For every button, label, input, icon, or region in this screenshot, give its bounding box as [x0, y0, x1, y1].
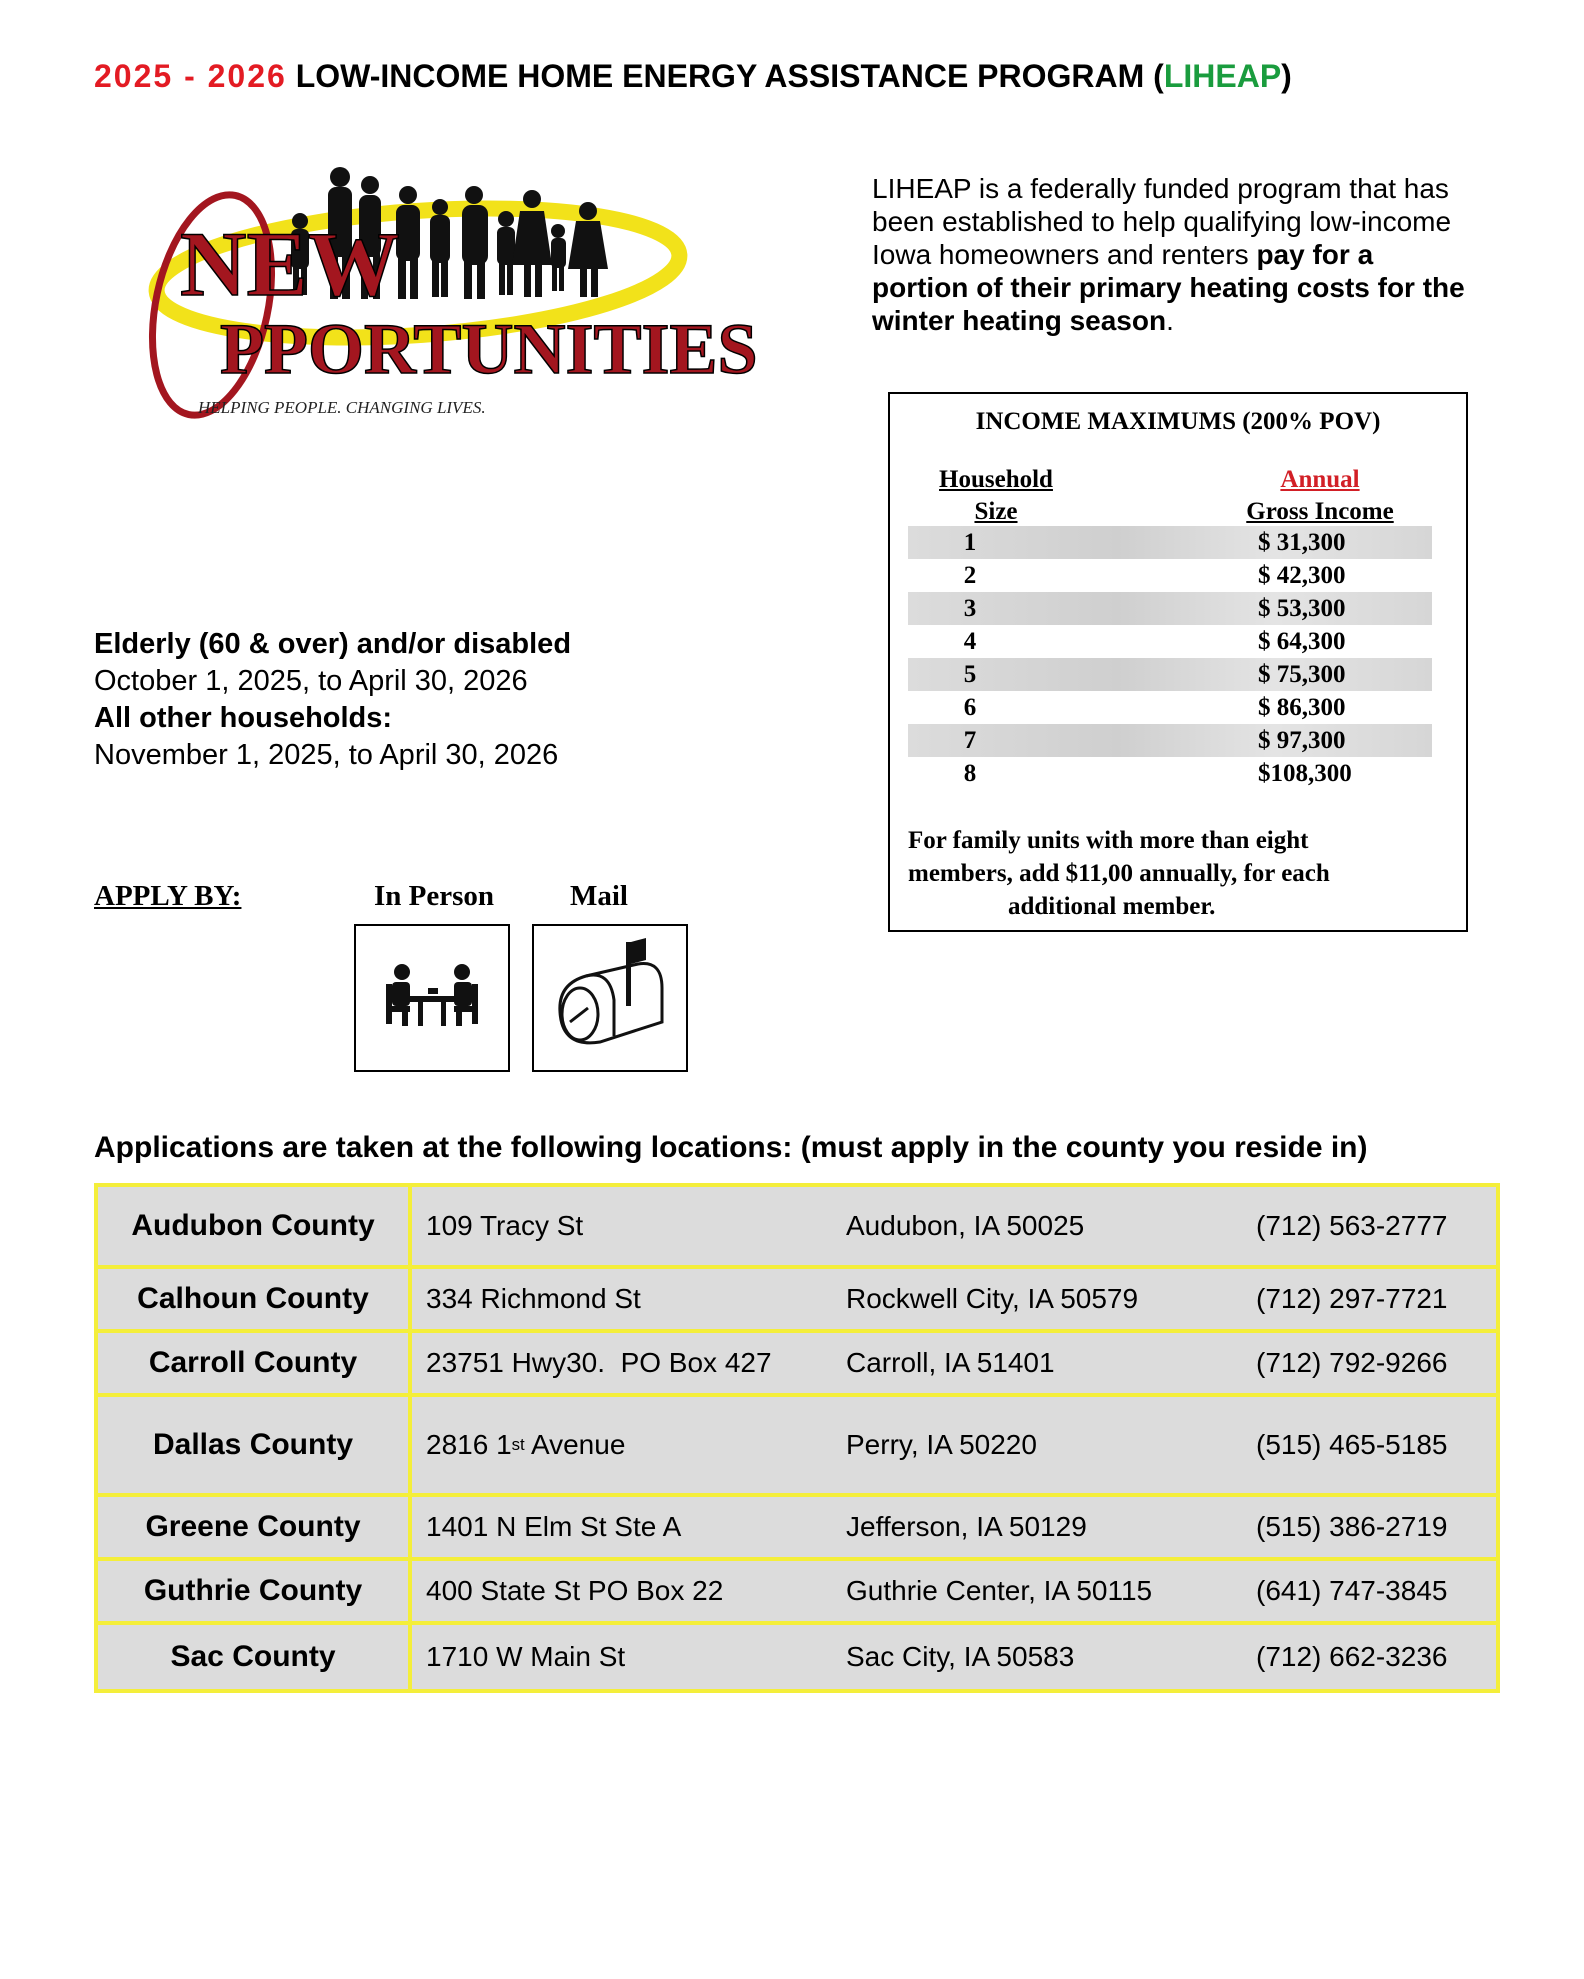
household-size-header-line2: Size [974, 498, 1018, 525]
city-state-zip: Audubon, IA 50025 [846, 1210, 1085, 1241]
table-row [98, 1625, 1496, 1689]
in-person-label: In Person [374, 880, 495, 912]
gross-income-header-line2: Gross Income [1246, 498, 1394, 525]
other-households-label: All other households: [94, 702, 393, 734]
income-amount: $ 75,300 [1258, 661, 1346, 688]
logo-text-new: NEW [180, 213, 400, 315]
household-size: 8 [963, 760, 977, 787]
household-size-header-line1: Household [939, 466, 1053, 493]
city-state-zip: Jefferson, IA 50129 [846, 1511, 1087, 1542]
street-address: 400 State St PO Box 22 [426, 1575, 724, 1606]
mail-label: Mail [570, 880, 628, 912]
title-years: 2025 - 2026 [94, 58, 287, 94]
phone-number: (515) 386-2719 [1256, 1511, 1448, 1542]
street-address: 109 Tracy St [426, 1210, 584, 1241]
street-address: 1710 W Main St [426, 1641, 626, 1672]
city-state-zip: Perry, IA 50220 [846, 1429, 1037, 1460]
income-amount: $ 64,300 [1258, 628, 1346, 655]
intro-part1: LIHEAP is a federally funded program that has been established to help qualifying low-income Iowa homeowners and renters [872, 173, 1452, 270]
street-address-number: 2816 1 [426, 1429, 512, 1460]
eligibility-dates [94, 626, 571, 774]
phone-number: (712) 297-7721 [1256, 1283, 1448, 1314]
intro-paragraph [872, 172, 1472, 337]
table-row [98, 1187, 1496, 1269]
title-acronym: LIHEAP [1163, 58, 1282, 94]
household-size: 5 [963, 661, 977, 688]
income-amount: $ 42,300 [1258, 562, 1346, 589]
locations-heading: Applications are taken at the following locations: (must apply in the county you reside in) [94, 1131, 1368, 1164]
county-name: Greene County [98, 1497, 412, 1557]
income-amount: $108,300 [1258, 760, 1352, 787]
other-households-dates: November 1, 2025, to April 30, 2026 [94, 739, 559, 771]
county-name: Carroll County [98, 1333, 412, 1393]
city-state-zip: Rockwell City, IA 50579 [846, 1283, 1139, 1314]
street-address: 334 Richmond St [426, 1283, 641, 1314]
in-person-icon-box [354, 924, 510, 1072]
gross-income-header-line1: Annual [1280, 466, 1360, 493]
county-name: Dallas County [98, 1397, 412, 1493]
household-size: 3 [963, 595, 977, 622]
title-close: ) [1281, 58, 1292, 94]
street-address: 23751 Hwy30. PO Box 427 [426, 1347, 772, 1378]
table-row [98, 1497, 1496, 1561]
city-state-zip: Carroll, IA 51401 [846, 1347, 1055, 1378]
elderly-label: Elderly (60 & over) and/or disabled [94, 628, 572, 660]
additional-member-note [908, 824, 1448, 923]
household-size: 7 [963, 727, 977, 754]
city-state-zip: Guthrie Center, IA 50115 [846, 1575, 1153, 1606]
county-name: Sac County [98, 1625, 412, 1689]
income-title: INCOME MAXIMUMS (200% POV) [975, 408, 1381, 435]
phone-number: (712) 792-9266 [1256, 1347, 1448, 1378]
income-row [908, 757, 1432, 790]
income-row [908, 724, 1432, 757]
table-row [98, 1397, 1496, 1497]
household-size: 4 [963, 628, 977, 655]
phone-number: (712) 563-2777 [1256, 1210, 1448, 1241]
household-size: 2 [963, 562, 977, 589]
gross-income-header [1210, 464, 1430, 528]
income-amount: $ 86,300 [1258, 694, 1346, 721]
income-amount: $ 31,300 [1258, 529, 1346, 556]
income-row [908, 691, 1432, 724]
note-line2: members, add $11,00 annually, for each [908, 860, 1330, 887]
income-table [908, 526, 1432, 790]
income-row [908, 592, 1432, 625]
income-row [908, 559, 1432, 592]
phone-number: (515) 465-5185 [1256, 1429, 1448, 1460]
mail-icon-box [532, 924, 688, 1072]
note-line3: additional member. [1008, 893, 1216, 920]
table-row [98, 1269, 1496, 1333]
phone-number: (641) 747-3845 [1256, 1575, 1448, 1606]
household-size: 6 [963, 694, 977, 721]
income-row [908, 526, 1432, 559]
locations-table [94, 1183, 1500, 1693]
street-address [412, 1397, 846, 1493]
title-main: LOW-INCOME HOME ENERGY ASSISTANCE PROGRAM ( [295, 58, 1164, 94]
new-opportunities-logo [128, 155, 758, 427]
logo-text-opportunities: PPORTUNITIES [220, 309, 758, 389]
income-row [908, 625, 1432, 658]
elderly-dates: October 1, 2025, to April 30, 2026 [94, 665, 528, 697]
in-person-meeting-icon [356, 926, 508, 1070]
county-name: Calhoun County [98, 1269, 412, 1329]
mailbox-icon [534, 926, 686, 1070]
table-row [98, 1333, 1496, 1397]
table-row [98, 1561, 1496, 1625]
county-name: Guthrie County [98, 1561, 412, 1621]
street-address-name: Avenue [524, 1429, 626, 1460]
intro-part3: . [1166, 305, 1174, 336]
income-amount: $ 97,300 [1258, 727, 1346, 754]
note-line1: For family units with more than eight [908, 827, 1309, 854]
apply-by-label: APPLY BY: [94, 880, 242, 912]
logo-tagline: HELPING PEOPLE. CHANGING LIVES. [198, 398, 486, 417]
street-address: 1401 N Elm St Ste A [426, 1511, 682, 1542]
street-address-ordinal: st [511, 1435, 525, 1454]
city-state-zip: Sac City, IA 50583 [846, 1641, 1075, 1672]
county-name: Audubon County [98, 1187, 412, 1265]
income-maximums-box [888, 392, 1468, 932]
income-row [908, 658, 1432, 691]
household-size-header [936, 464, 1056, 528]
phone-number: (712) 662-3236 [1256, 1641, 1448, 1672]
income-amount: $ 53,300 [1258, 595, 1346, 622]
intro-part2: pay for a portion of their primary heating costs for the winter heating season [872, 239, 1465, 336]
page-title [94, 58, 1292, 95]
household-size: 1 [963, 529, 977, 556]
